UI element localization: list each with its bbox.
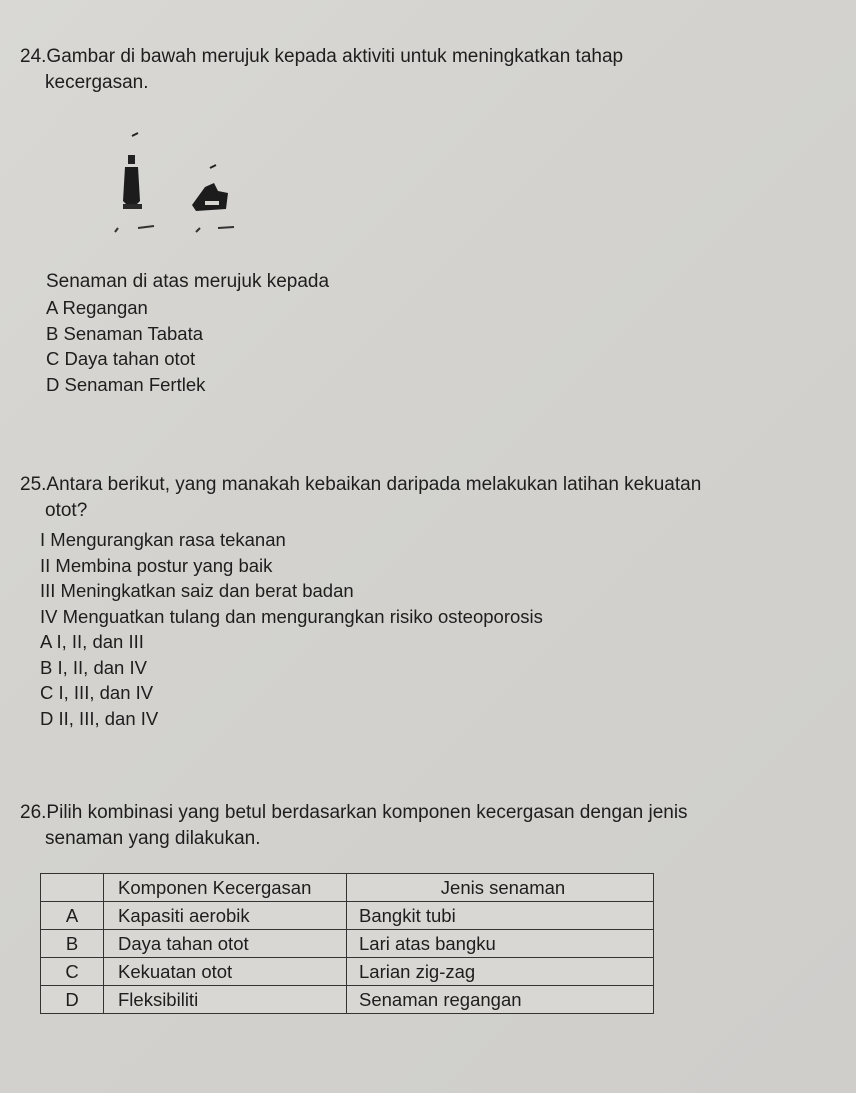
q25-option-b[interactable]: B I, II, dan IV: [40, 656, 147, 678]
q25-option-d[interactable]: D II, III, dan IV: [40, 707, 159, 729]
row-letter: D: [41, 986, 104, 1014]
q25-option-a[interactable]: A I, II, dan III: [40, 631, 144, 652]
q25-option-c[interactable]: C I, III, dan IV: [40, 682, 154, 703]
q25-number: 25.: [20, 474, 47, 495]
q26-number: 26.: [20, 802, 47, 823]
q26-line1: 26.Pilih kombinasi yang betul berdasarkan komponen kecergasan dengan jenis: [20, 802, 688, 823]
row-letter: C: [41, 958, 104, 986]
table-row[interactable]: [41, 986, 654, 1014]
q25-item-ii: II Membina postur yang baik: [40, 554, 273, 576]
table-header-exercise: Jenis senaman: [347, 874, 654, 902]
row-component: Kekuatan otot: [104, 958, 347, 986]
row-component: Kapasiti aerobik: [104, 902, 347, 930]
q24-statement: Senaman di atas merujuk kepada: [46, 271, 330, 292]
q25-line1: 25.Antara berikut, yang manakah kebaikan daripada melakukan latihan kekuatan: [20, 474, 702, 495]
question-24: [20, 44, 623, 96]
question-26: [20, 800, 688, 852]
row-letter: B: [41, 930, 104, 958]
q26-line2: senaman yang dilakukan.: [45, 828, 261, 849]
row-exercise: Larian zig-zag: [347, 958, 654, 986]
table-row[interactable]: [41, 902, 654, 930]
q25-item-iii: III Meningkatkan saiz dan berat badan: [40, 580, 354, 601]
q25-item-i: I Mengurangkan rasa tekanan: [40, 529, 286, 550]
q24-number: 24.: [20, 46, 47, 67]
q24-option-b[interactable]: B Senaman Tabata: [46, 322, 204, 344]
row-exercise: Bangkit tubi: [347, 902, 654, 930]
row-component: Daya tahan otot: [104, 930, 347, 958]
q24-answer-block: [46, 269, 329, 397]
table-header-component: Komponen Kecergasan: [104, 874, 347, 902]
table-row[interactable]: [41, 930, 654, 958]
row-letter: A: [41, 902, 104, 930]
table-row[interactable]: [41, 958, 654, 986]
q25-body: [40, 527, 543, 731]
row-exercise: Lari atas bangku: [347, 930, 654, 958]
exercise-figure: [110, 125, 250, 245]
q25-item-iv: IV Menguatkan tulang dan mengurangkan risiko osteoporosis: [40, 605, 543, 627]
table-header-blank: [41, 874, 104, 902]
q24-line2: kecergasan.: [45, 72, 149, 93]
question-25: [20, 472, 701, 524]
row-component: Fleksibiliti: [104, 986, 347, 1014]
q24-line1: 24.Gambar di bawah merujuk kepada aktiviti untuk meningkatkan tahap: [20, 46, 624, 67]
table-header-row: [41, 874, 654, 902]
row-exercise: Senaman regangan: [347, 986, 654, 1014]
q24-option-a[interactable]: A Regangan: [46, 297, 148, 318]
q24-option-d[interactable]: D Senaman Fertlek: [46, 373, 206, 395]
q25-line2: otot?: [45, 500, 88, 521]
combination-table: [40, 873, 654, 1014]
q24-option-c[interactable]: C Daya tahan otot: [46, 348, 196, 369]
